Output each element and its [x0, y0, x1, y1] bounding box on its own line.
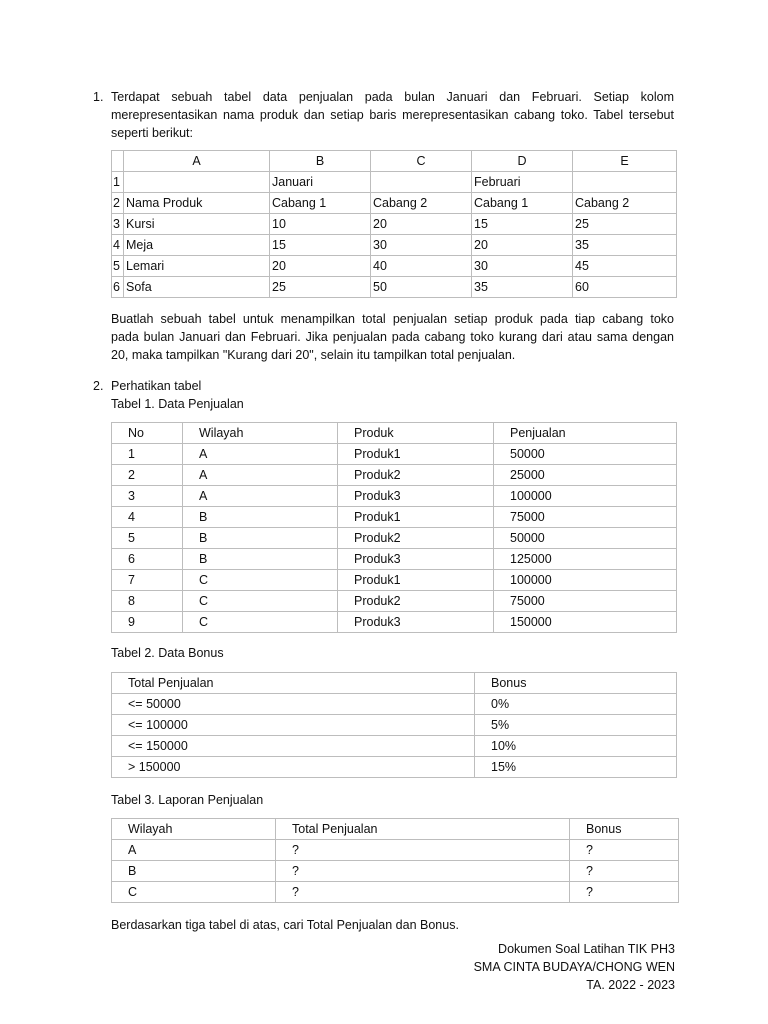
cell: [124, 172, 270, 193]
cell: Cabang 2: [371, 193, 472, 214]
cell: Produk2: [338, 591, 494, 612]
cell: Nama Produk: [124, 193, 270, 214]
cell: Produk3: [338, 549, 494, 570]
cell: 35: [573, 235, 677, 256]
cell: Produk3: [338, 486, 494, 507]
cell: 4: [112, 507, 183, 528]
cell: 15%: [475, 757, 677, 778]
cell: Cabang 1: [472, 193, 573, 214]
cell: 150000: [494, 612, 677, 633]
cell: Januari: [270, 172, 371, 193]
cell: ?: [570, 882, 679, 903]
cell: Cabang 2: [573, 193, 677, 214]
cell: Kursi: [124, 214, 270, 235]
cell: 50: [371, 277, 472, 298]
cell: 125000: [494, 549, 677, 570]
header-cell: Total Penjualan: [276, 819, 570, 840]
cell: 8: [112, 591, 183, 612]
cell: 100000: [494, 570, 677, 591]
spreadsheet-table: [111, 150, 677, 298]
question-1-intro: [111, 88, 674, 142]
table-row: [112, 193, 677, 214]
cell: 5: [112, 528, 183, 549]
cell: 5%: [475, 715, 677, 736]
column-header: B: [270, 151, 371, 172]
header-cell: Bonus: [570, 819, 679, 840]
table-row: [112, 612, 677, 633]
cell: Lemari: [124, 256, 270, 277]
row-number: 2: [112, 193, 124, 214]
row-number: 6: [112, 277, 124, 298]
cell: Produk2: [338, 528, 494, 549]
table-row: [112, 840, 679, 861]
intro-line: merepresentasikan nama produk dan setiap baris merepresentasikan cabang toko. Tabel tersebut: [111, 108, 674, 122]
cell: 75000: [494, 591, 677, 612]
cell: 10%: [475, 736, 677, 757]
cell: 50000: [494, 528, 677, 549]
cell: 9: [112, 612, 183, 633]
cell: 25: [573, 214, 677, 235]
cell: Produk1: [338, 570, 494, 591]
intro-line: seperti berikut:: [111, 126, 193, 140]
table-row: [112, 715, 677, 736]
cell: Meja: [124, 235, 270, 256]
cell: <= 50000: [112, 694, 475, 715]
header-cell: Bonus: [475, 673, 677, 694]
cell: 30: [371, 235, 472, 256]
question-2-number: 2.: [93, 379, 104, 393]
column-header: C: [371, 151, 472, 172]
cell: 7: [112, 570, 183, 591]
table-row: [112, 214, 677, 235]
cell: A: [183, 465, 338, 486]
table-header-row: [112, 673, 677, 694]
cell: A: [183, 486, 338, 507]
cell: ?: [276, 861, 570, 882]
table-row: [112, 172, 677, 193]
cell: 75000: [494, 507, 677, 528]
table-row: [112, 861, 679, 882]
question-2-closing: Berdasarkan tiga tabel di atas, cari Total Penjualan dan Bonus.: [111, 918, 459, 932]
cell: Produk1: [338, 507, 494, 528]
cell: Produk2: [338, 465, 494, 486]
cell: [371, 172, 472, 193]
cell: C: [183, 570, 338, 591]
cell: A: [112, 840, 276, 861]
sales-data-table: [111, 422, 677, 633]
task-line: 20, maka tampilkan "Kurang dari 20", selain itu tampilkan total penjualan.: [111, 348, 516, 362]
column-header: D: [472, 151, 573, 172]
cell: B: [112, 861, 276, 882]
table-row: [112, 235, 677, 256]
footer-school-name: SMA CINTA BUDAYA/CHONG WEN: [473, 960, 675, 974]
footer-document-title: Dokumen Soal Latihan TIK PH3: [498, 942, 675, 956]
task-line: pada bulan Januari dan Februari. Jika penjualan pada cabang toko kurang dari atau sama dengan: [111, 330, 674, 344]
question-1-task: [111, 310, 674, 364]
cell: 100000: [494, 486, 677, 507]
cell: B: [183, 528, 338, 549]
cell: 0%: [475, 694, 677, 715]
table-row: [112, 882, 679, 903]
task-line: Buatlah sebuah tabel untuk menampilkan total penjualan setiap produk pada tiap cabang toko: [111, 312, 674, 326]
table-row: [112, 549, 677, 570]
header-cell: Penjualan: [494, 423, 677, 444]
cell: C: [112, 882, 276, 903]
cell: [573, 172, 677, 193]
cell: 2: [112, 465, 183, 486]
question-1-number: 1.: [93, 90, 104, 104]
header-cell: Wilayah: [183, 423, 338, 444]
cell: 10: [270, 214, 371, 235]
column-header: E: [573, 151, 677, 172]
header-cell: Wilayah: [112, 819, 276, 840]
footer-academic-year: TA. 2022 - 2023: [586, 978, 675, 992]
question-2-intro: Perhatikan tabel: [111, 379, 202, 393]
cell: 20: [371, 214, 472, 235]
footer: [474, 940, 675, 994]
table-row: [112, 277, 677, 298]
table-2-caption: Tabel 2. Data Bonus: [111, 646, 224, 660]
cell: ?: [276, 840, 570, 861]
cell: C: [183, 612, 338, 633]
cell: B: [183, 549, 338, 570]
cell: ?: [276, 882, 570, 903]
cell: 50000: [494, 444, 677, 465]
header-cell: Produk: [338, 423, 494, 444]
cell: 20: [472, 235, 573, 256]
row-number: 3: [112, 214, 124, 235]
cell: Produk3: [338, 612, 494, 633]
table-row: [112, 570, 677, 591]
table-row: [112, 591, 677, 612]
table-row: [112, 507, 677, 528]
table-row: [112, 486, 677, 507]
cell: Cabang 1: [270, 193, 371, 214]
row-number: 5: [112, 256, 124, 277]
column-header: A: [124, 151, 270, 172]
cell: Sofa: [124, 277, 270, 298]
table-row: [112, 444, 677, 465]
cell: 60: [573, 277, 677, 298]
corner-cell: [112, 151, 124, 172]
table-1-caption: Tabel 1. Data Penjualan: [111, 397, 244, 411]
cell: 40: [371, 256, 472, 277]
cell: 20: [270, 256, 371, 277]
table-header-row: [112, 819, 679, 840]
table-row: [112, 757, 677, 778]
cell: > 150000: [112, 757, 475, 778]
cell: 1: [112, 444, 183, 465]
table-row: [112, 256, 677, 277]
cell: <= 100000: [112, 715, 475, 736]
cell: 15: [270, 235, 371, 256]
cell: C: [183, 591, 338, 612]
cell: B: [183, 507, 338, 528]
cell: 45: [573, 256, 677, 277]
row-number: 1: [112, 172, 124, 193]
cell: 30: [472, 256, 573, 277]
cell: ?: [570, 861, 679, 882]
intro-line: Terdapat sebuah tabel data penjualan pada bulan Januari dan Februari. Setiap kolom: [111, 90, 674, 104]
table-3-caption: Tabel 3. Laporan Penjualan: [111, 793, 264, 807]
cell: 6: [112, 549, 183, 570]
cell: 35: [472, 277, 573, 298]
table-row: [112, 736, 677, 757]
cell: ?: [570, 840, 679, 861]
cell: Februari: [472, 172, 573, 193]
header-cell: Total Penjualan: [112, 673, 475, 694]
table-row: [112, 528, 677, 549]
cell: <= 150000: [112, 736, 475, 757]
header-cell: No: [112, 423, 183, 444]
cell: A: [183, 444, 338, 465]
bonus-data-table: [111, 672, 677, 778]
cell: Produk1: [338, 444, 494, 465]
cell: 3: [112, 486, 183, 507]
cell: 15: [472, 214, 573, 235]
table-row: [112, 465, 677, 486]
row-number: 4: [112, 235, 124, 256]
sales-report-table: [111, 818, 679, 903]
table-row: [112, 694, 677, 715]
cell: 25: [270, 277, 371, 298]
table-header-row: [112, 423, 677, 444]
cell: 25000: [494, 465, 677, 486]
column-header-row: [112, 151, 677, 172]
